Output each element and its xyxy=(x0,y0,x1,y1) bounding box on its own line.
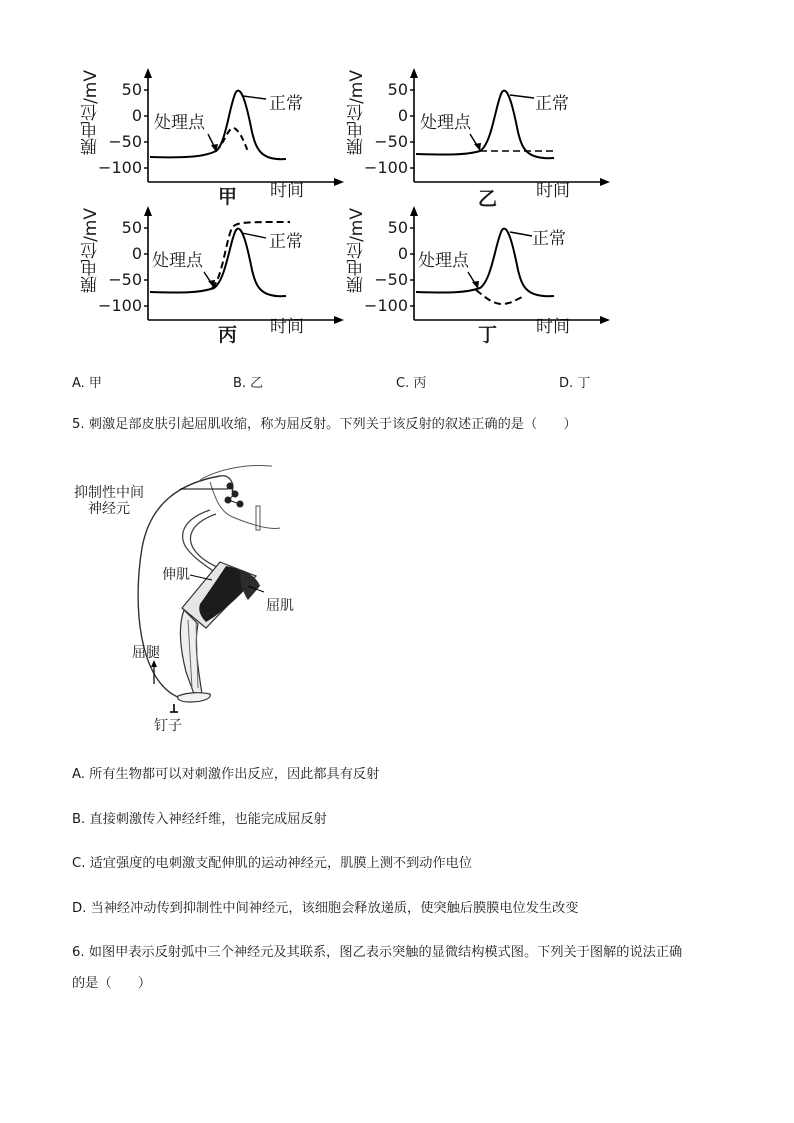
flexion-reflex-figure xyxy=(70,458,310,738)
treated-curve xyxy=(476,290,524,304)
graph-name: 甲 xyxy=(218,186,238,208)
tick-50: 50 xyxy=(121,218,142,237)
x-axis-label: 时间 xyxy=(536,317,570,337)
treated-curve xyxy=(216,128,248,152)
tick-50: 50 xyxy=(387,218,408,237)
flexor-muscle xyxy=(240,570,260,600)
tick-neg100: −100 xyxy=(364,158,408,177)
tick-50: 50 xyxy=(387,80,408,99)
bend-leg-label: 屈腿 xyxy=(132,645,160,661)
q4-option-d[interactable]: D. 丁 xyxy=(559,376,591,391)
tick-neg50: −50 xyxy=(374,132,408,151)
q5-stem: 5. 刺激足部皮肤引起屈肌收缩，称为屈反射。下列关于该反射的叙述正确的是（ ） xyxy=(72,417,577,432)
x-axis-label: 时间 xyxy=(270,317,304,337)
q6-stem-line1: 6. 如图甲表示反射弧中三个神经元及其联系，图乙表示突触的显微结构模式图。下列关于图解的说法正确 xyxy=(72,945,683,960)
inhibitory-interneuron-label-1: 抑制性中间 xyxy=(74,485,144,501)
q5-option-d[interactable]: D. 当神经冲动传到抑制性中间神经元，该细胞会释放递质，使突触后膜膜电位发生改变 xyxy=(72,901,579,916)
nail-label: 钉子 xyxy=(154,718,182,734)
extensor-label: 伸肌 xyxy=(162,567,190,583)
tick-neg50: −50 xyxy=(108,270,142,289)
normal-label: 正常 xyxy=(269,232,303,252)
q5-option-a[interactable]: A. 所有生物都可以对刺激作出反应，因此都具有反射 xyxy=(72,767,380,782)
treatment-point-label: 处理点 xyxy=(420,113,471,133)
q4-option-c[interactable]: C. 丙 xyxy=(396,376,427,391)
treatment-point-label: 处理点 xyxy=(154,113,205,133)
y-axis-label: 膜电位/mV xyxy=(347,70,367,155)
q6-stem-line2: 的是（ ） xyxy=(72,976,152,991)
tick-neg100: −100 xyxy=(98,296,142,315)
flexor-label: 屈肌 xyxy=(266,598,294,614)
y-axis-label: 膜电位/mV xyxy=(81,70,101,155)
tick-neg100: −100 xyxy=(98,158,142,177)
tick-0: 0 xyxy=(131,106,142,125)
q5-option-c[interactable]: C. 适宜强度的电刺激支配伸肌的运动神经元，肌膜上测不到动作电位 xyxy=(72,856,473,871)
tick-0: 0 xyxy=(397,244,408,263)
treatment-point-label: 处理点 xyxy=(152,251,203,271)
graph-jia xyxy=(76,62,336,208)
x-axis-label: 时间 xyxy=(536,181,570,201)
y-axis-label: 膜电位/mV xyxy=(81,208,101,293)
graph-yi xyxy=(342,62,602,210)
q4-option-b[interactable]: B. 乙 xyxy=(233,376,264,391)
tick-neg50: −50 xyxy=(108,132,142,151)
graph-ding xyxy=(342,200,602,346)
graph-name: 丙 xyxy=(218,324,238,346)
x-axis-label: 时间 xyxy=(270,181,304,201)
treatment-point-label: 处理点 xyxy=(418,251,469,271)
tick-neg50: −50 xyxy=(374,270,408,289)
tick-neg100: −100 xyxy=(364,296,408,315)
y-axis-label: 膜电位/mV xyxy=(347,208,367,293)
normal-label: 正常 xyxy=(532,229,566,249)
q4-option-a[interactable]: A. 甲 xyxy=(72,376,102,391)
inhibitory-interneuron-label-2: 神经元 xyxy=(88,501,130,517)
tick-0: 0 xyxy=(131,244,142,263)
graph-bing xyxy=(76,200,336,346)
graph-name: 乙 xyxy=(478,188,498,210)
tick-0: 0 xyxy=(397,106,408,125)
normal-label: 正常 xyxy=(535,94,569,114)
graph-name: 丁 xyxy=(478,324,498,346)
normal-label: 正常 xyxy=(269,94,303,114)
q5-option-b[interactable]: B. 直接刺激传入神经纤维，也能完成屈反射 xyxy=(72,812,327,827)
tick-50: 50 xyxy=(121,80,142,99)
